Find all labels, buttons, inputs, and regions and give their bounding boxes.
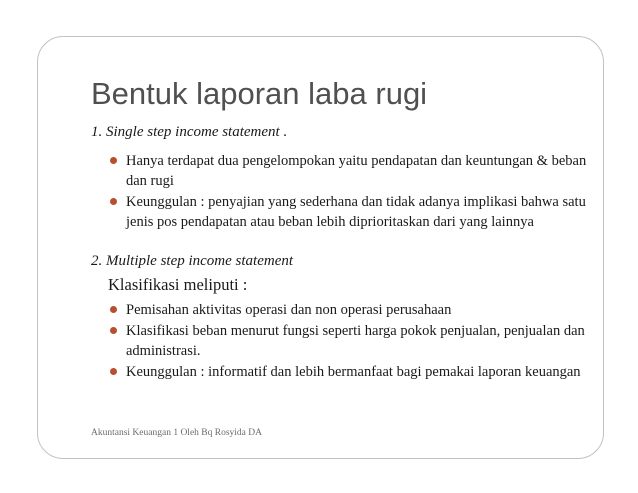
bullet-dot-icon [110,306,117,313]
section-heading-single-step: 1. Single step income statement . [91,124,288,140]
classification-subheading: Klasifikasi meliputi : [108,275,248,294]
bullet-dot-icon [110,157,117,164]
bullet-item [108,192,588,232]
single-step-bullet-list [108,151,588,233]
bullet-dot-icon [110,198,117,205]
slide-footer: Akuntansi Keuangan 1 Oleh Bq Rosyida DA [91,428,262,438]
slide-title: Bentuk laporan laba rugi [91,76,428,111]
bullet-dot-icon [110,327,117,334]
bullet-text: Keunggulan : informatif dan lebih bermanfaat bagi pemakai laporan keuangan [126,364,581,380]
bullet-text: Hanya terdapat dua pengelompokan yaitu pendapatan dan keuntungan & beban dan rugi [126,153,587,189]
bullet-dot-icon [110,368,117,375]
bullet-item [108,321,588,361]
bullet-text: Keunggulan : penyajian yang sederhana dan tidak adanya implikasi bahwa satu jenis pos pendapatan atau beban lebih diprioritaskan dari yang lainnya [126,194,586,230]
bullet-text: Klasifikasi beban menurut fungsi seperti harga pokok penjualan, penjualan dan administrasi. [126,323,585,359]
multiple-step-bullet-list [108,300,588,383]
bullet-item [108,151,588,191]
bullet-item [108,362,588,382]
bullet-item [108,300,588,320]
section-heading-multiple-step: 2. Multiple step income statement [91,253,294,269]
bullet-text: Pemisahan aktivitas operasi dan non operasi perusahaan [126,302,452,318]
